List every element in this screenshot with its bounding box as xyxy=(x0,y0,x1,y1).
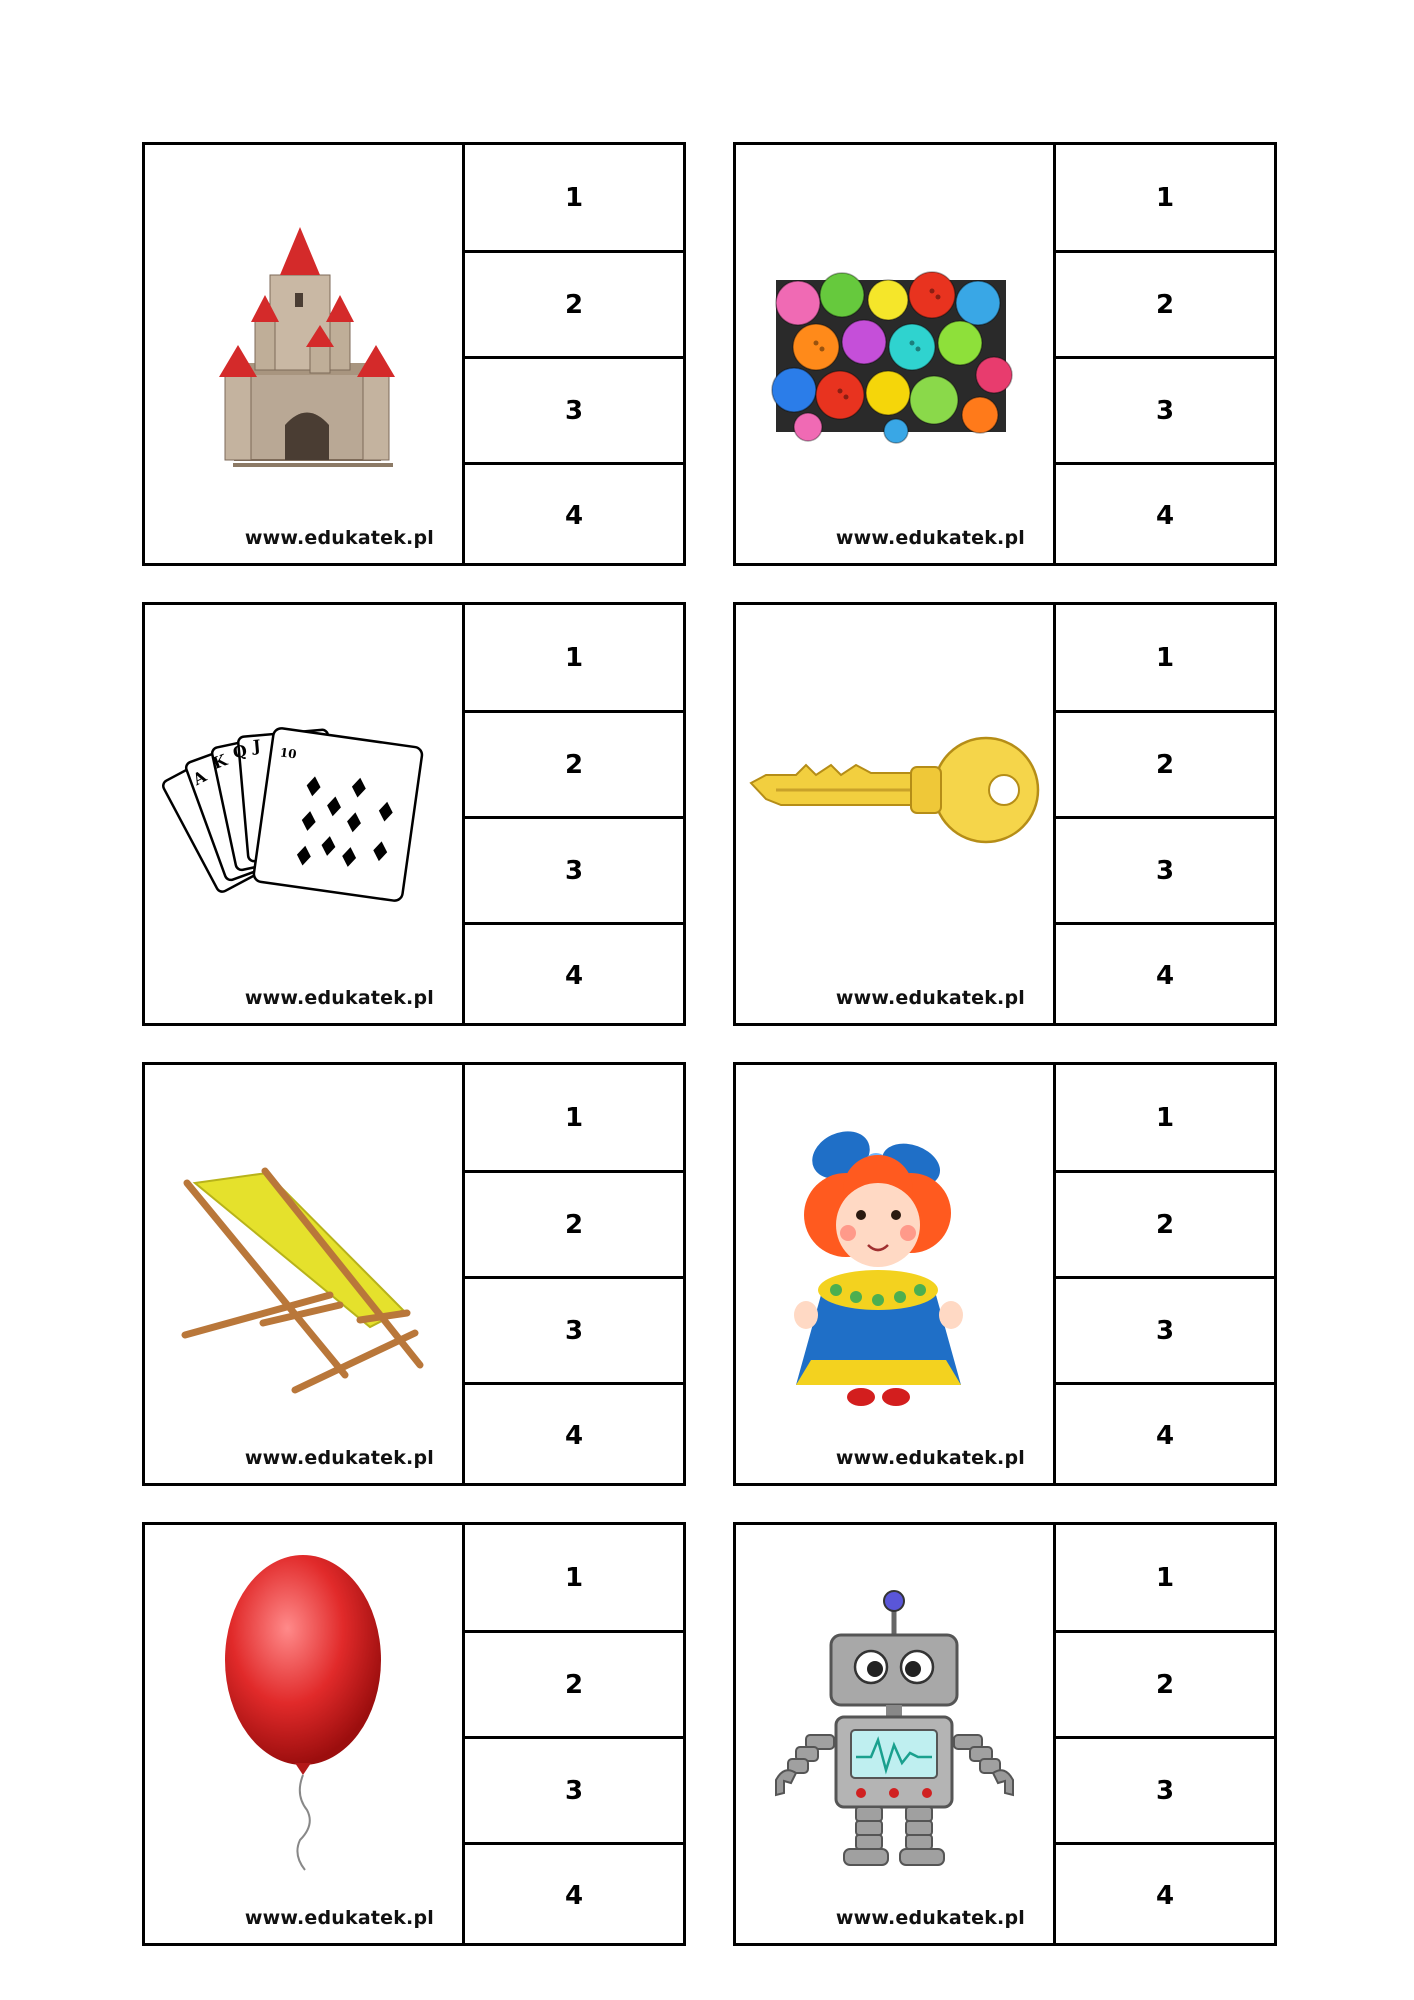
number-cell[interactable]: 1 xyxy=(1155,182,1175,213)
card-balloon xyxy=(142,1522,686,1946)
buttons-image xyxy=(736,145,1053,505)
picture-panel xyxy=(145,1525,465,1943)
picture-panel xyxy=(736,145,1056,563)
picture-panel xyxy=(145,605,465,1023)
number-cell[interactable]: 1 xyxy=(1155,642,1175,673)
number-cell[interactable]: 1 xyxy=(1155,1562,1175,1593)
number-cell[interactable]: 4 xyxy=(465,1842,683,1946)
number-cell[interactable]: 1 xyxy=(564,642,584,673)
card-key xyxy=(733,602,1277,1026)
card-buttons xyxy=(733,142,1277,566)
number-cell[interactable]: 4 xyxy=(1056,922,1274,1026)
card-playing-cards xyxy=(142,602,686,1026)
picture-panel xyxy=(145,145,465,563)
number-cell[interactable]: 2 xyxy=(1056,710,1274,816)
website-url: www.edukatek.pl xyxy=(835,1447,1025,1469)
svg-text:Q: Q xyxy=(231,740,249,763)
number-cell[interactable]: 4 xyxy=(1056,462,1274,566)
number-cell[interactable]: 2 xyxy=(465,1170,683,1276)
number-cell[interactable]: 2 xyxy=(1056,1170,1274,1276)
number-cell[interactable]: 3 xyxy=(1056,816,1274,922)
number-cell[interactable]: 3 xyxy=(465,816,683,922)
number-cell[interactable]: 3 xyxy=(465,1736,683,1842)
website-url: www.edukatek.pl xyxy=(835,987,1025,1009)
number-cell[interactable]: 2 xyxy=(1056,1630,1274,1736)
website-url: www.edukatek.pl xyxy=(835,527,1025,549)
number-cell[interactable]: 2 xyxy=(465,1630,683,1736)
number-cell[interactable]: 2 xyxy=(1056,250,1274,356)
website-url: www.edukatek.pl xyxy=(244,1447,434,1469)
svg-text:J: J xyxy=(252,735,262,756)
number-cell[interactable]: 4 xyxy=(465,462,683,566)
number-cell[interactable]: 4 xyxy=(1056,1382,1274,1486)
doll-image xyxy=(736,1065,1053,1425)
number-cell[interactable]: 1 xyxy=(564,182,584,213)
picture-panel xyxy=(145,1065,465,1483)
number-cell[interactable]: 3 xyxy=(465,1276,683,1382)
svg-text:K: K xyxy=(210,750,230,773)
balloon-image xyxy=(145,1525,462,1885)
number-cell[interactable]: 1 xyxy=(1155,1102,1175,1133)
playing-cards-image xyxy=(145,605,462,965)
key-image xyxy=(736,605,1053,965)
picture-panel xyxy=(736,1525,1056,1943)
picture-panel xyxy=(736,605,1056,1023)
number-cell[interactable]: 1 xyxy=(564,1102,584,1133)
card-doll xyxy=(733,1062,1277,1486)
number-cell[interactable]: 3 xyxy=(1056,1736,1274,1842)
card-deckchair xyxy=(142,1062,686,1486)
website-url: www.edukatek.pl xyxy=(244,527,434,549)
website-url: www.edukatek.pl xyxy=(244,1907,434,1929)
picture-panel xyxy=(736,1065,1056,1483)
number-cell[interactable]: 3 xyxy=(1056,356,1274,462)
svg-text:10: 10 xyxy=(278,745,298,762)
website-url: www.edukatek.pl xyxy=(835,1907,1025,1929)
svg-text:A: A xyxy=(189,766,210,790)
number-cell[interactable]: 2 xyxy=(465,710,683,816)
number-cell[interactable]: 3 xyxy=(1056,1276,1274,1382)
deckchair-image xyxy=(145,1065,462,1425)
number-cell[interactable]: 4 xyxy=(465,922,683,1026)
number-cell[interactable]: 4 xyxy=(465,1382,683,1486)
number-cell[interactable]: 2 xyxy=(465,250,683,356)
website-url: www.edukatek.pl xyxy=(244,987,434,1009)
card-castle xyxy=(142,142,686,566)
number-cell[interactable]: 1 xyxy=(564,1562,584,1593)
robot-image xyxy=(736,1525,1053,1885)
number-cell[interactable]: 4 xyxy=(1056,1842,1274,1946)
number-cell[interactable]: 3 xyxy=(465,356,683,462)
card-robot xyxy=(733,1522,1277,1946)
castle-image xyxy=(145,145,462,505)
